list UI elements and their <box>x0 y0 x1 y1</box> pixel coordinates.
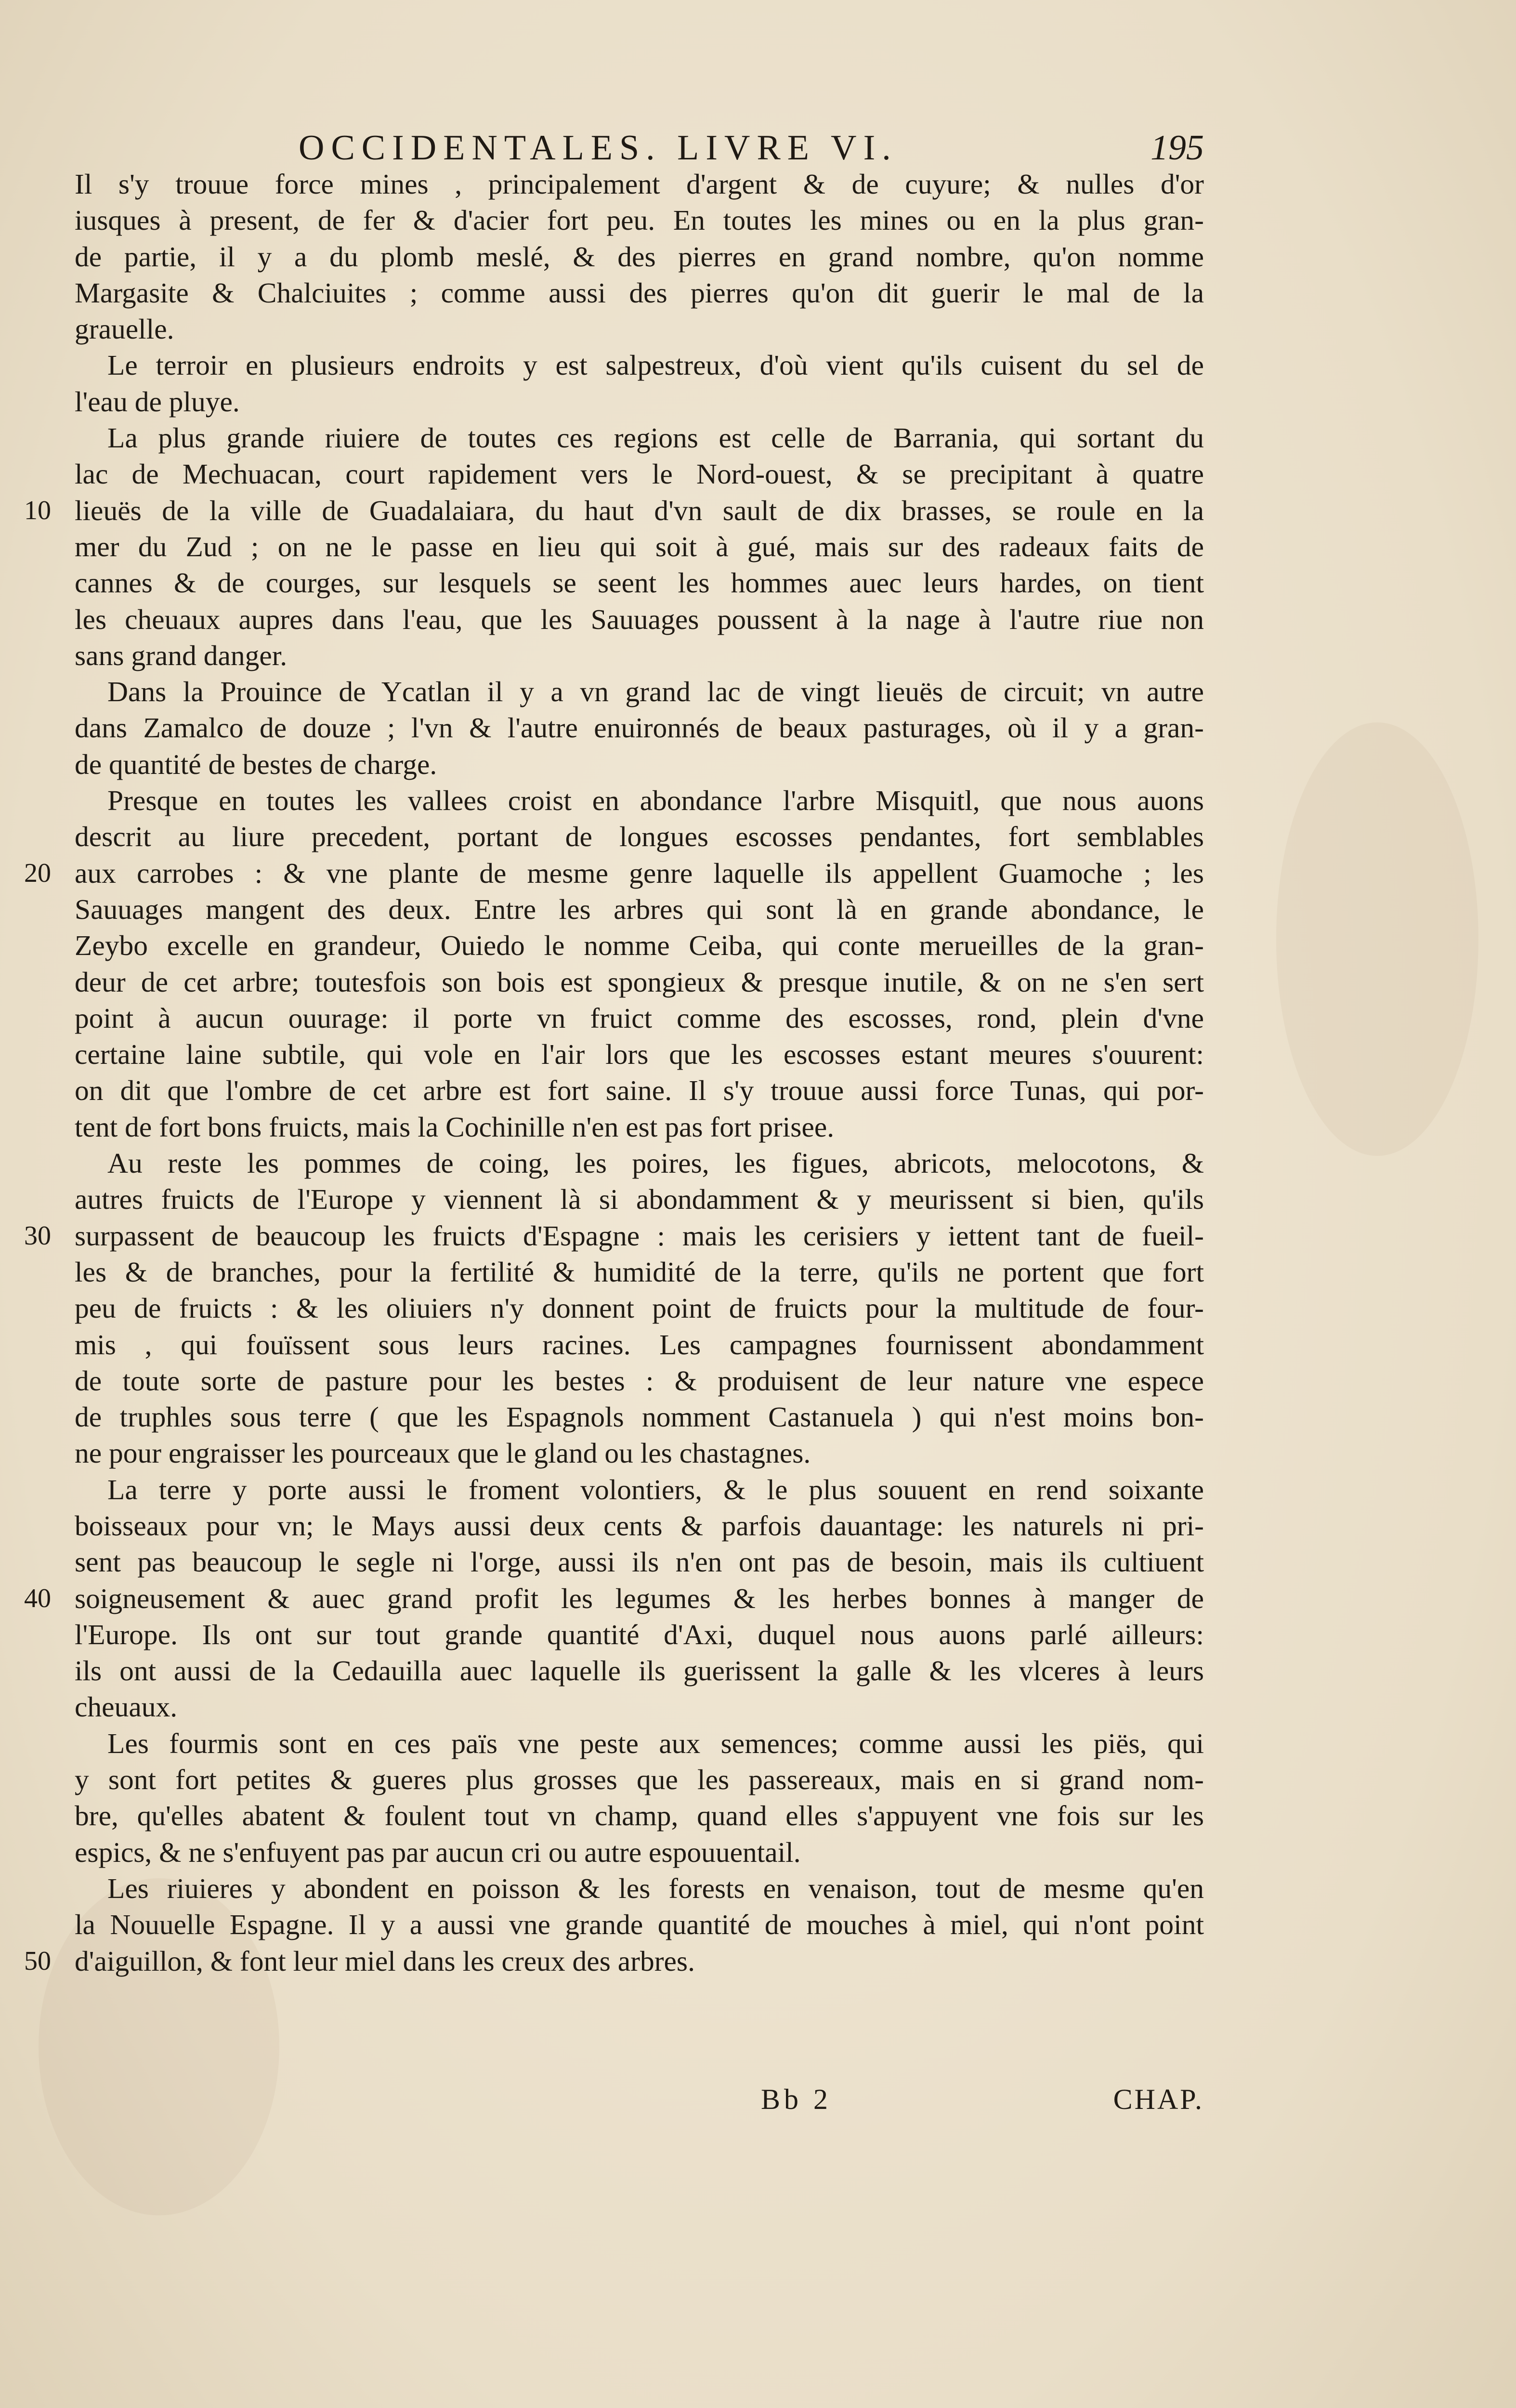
text-line-content: l'eau de pluye. <box>75 385 240 418</box>
line-number: 50 <box>24 1946 51 1976</box>
text-line-content: point à aucun ouurage: il porte vn fruict comme des escosses, rond, plein d'vne <box>75 1002 1204 1034</box>
text-line-content: de quantité de bestes de charge. <box>75 748 437 780</box>
text-line-content: Les fourmis sont en ces païs vne peste aux semences; comme aussi les piës, qui <box>107 1727 1204 1759</box>
text-line <box>75 1762 1204 1798</box>
text-line <box>75 1399 1204 1435</box>
text-line <box>75 239 1204 275</box>
text-line <box>75 1472 1204 1508</box>
text-line-content: les cheuaux aupres dans l'eau, que les Sauuages poussent à la nage à l'autre riue non <box>75 603 1204 635</box>
text-line-content: dans Zamalco de douze ; l'vn & l'autre enuironnés de beaux pasturages, où il y a gran- <box>75 712 1204 744</box>
text-line <box>24 1218 1204 1254</box>
text-line-content: espics, & ne s'enfuyent pas par aucun cri ou autre espouuentail. <box>75 1836 801 1868</box>
text-line <box>75 529 1204 565</box>
text-line-content: cannes & de courges, sur lesquels se seent les hommes auec leurs hardes, on tient <box>75 567 1204 599</box>
running-title: OCCIDENTALES. LIVRE VI. <box>299 128 898 168</box>
text-line-content: iusques à present, de fer & d'acier fort peu. En toutes les mines ou en la plus gran- <box>75 204 1204 236</box>
text-line-content: sans grand danger. <box>75 639 288 671</box>
text-line <box>75 1689 1204 1725</box>
body-text <box>24 166 1204 1979</box>
signature-mark: Bb 2 <box>761 2083 832 2115</box>
line-number: 40 <box>24 1583 51 1613</box>
text-line <box>75 1508 1204 1544</box>
text-line <box>75 1036 1204 1073</box>
text-line <box>75 710 1204 746</box>
paper-stain <box>1276 722 1478 1156</box>
paragraph <box>24 420 1204 674</box>
text-line-content: La plus grande riuiere de toutes ces regions est celle de Barrania, qui sortant du <box>107 422 1204 454</box>
text-line-content: Margasite & Chalciuites ; comme aussi des pierres qu'on dit guerir le mal de la <box>75 276 1204 309</box>
text-line <box>75 674 1204 710</box>
text-line <box>75 964 1204 1000</box>
text-line-content: Dans la Prouince de Ycatlan il y a vn grand lac de vingt lieuës de circuit; vn autre <box>107 676 1204 708</box>
text-line-content: mer du Zud ; on ne le passe en lieu qui soit à gué, mais sur des radeaux faits de <box>75 530 1204 563</box>
text-line-content: l'Europe. Ils ont sur tout grande quantité d'Axi, duquel nous auons parlé ailleurs: <box>75 1618 1204 1650</box>
text-line <box>75 420 1204 456</box>
text-line <box>75 638 1204 674</box>
text-line <box>75 819 1204 855</box>
text-line-content: Il s'y trouue force mines , principalement d'argent & de cuyure; & nulles d'or <box>75 168 1204 200</box>
text-line-content: grauelle. <box>75 313 174 345</box>
text-line <box>75 202 1204 238</box>
paragraph <box>24 1145 1204 1472</box>
text-line-content: bre, qu'elles abatent & foulent tout vn champ, quand elles s'appuyent vne fois sur les <box>75 1800 1204 1832</box>
text-line-content: la Nouuelle Espagne. Il y a aussi vne grande quantité de mouches à miel, qui n'ont point <box>75 1909 1204 1941</box>
text-line-content: sent pas beaucoup le segle ni l'orge, aussi ils n'en ont pas de besoin, mais ils cultiuent <box>75 1546 1204 1578</box>
text-line <box>75 456 1204 492</box>
catchword: CHAP. <box>1113 2083 1204 2115</box>
text-line-content: Au reste les pommes de coing, les poires, les figues, abricots, melocotons, & <box>107 1147 1204 1179</box>
text-line <box>24 855 1204 891</box>
text-line-content: on dit que l'ombre de cet arbre est fort saine. Il s'y trouue aussi force Tunas, qui por- <box>75 1074 1204 1107</box>
text-line <box>75 891 1204 928</box>
text-line-content: soigneusement & auec grand profit les legumes & les herbes bonnes à manger de <box>75 1582 1204 1614</box>
text-line-content: de toute sorte de pasture pour les bestes : & produisent de leur nature vne espece <box>75 1364 1204 1397</box>
paragraph <box>75 1726 1204 1871</box>
text-line <box>75 1653 1204 1689</box>
text-line-content: mis , qui fouïssent sous leurs racines. Les campagnes fournissent abondamment <box>75 1328 1204 1361</box>
text-line <box>24 1943 1204 1979</box>
text-line-content: cheuaux. <box>75 1691 178 1723</box>
line-number: 30 <box>24 1220 51 1251</box>
paragraph <box>75 674 1204 783</box>
paragraph <box>24 783 1204 1145</box>
text-line <box>75 1000 1204 1036</box>
paragraph <box>24 1871 1204 1979</box>
text-line <box>75 1327 1204 1363</box>
text-line-content: d'aiguillon, & font leur miel dans les creux des arbres. <box>75 1945 695 1977</box>
text-line <box>75 928 1204 964</box>
text-line-content: Sauuages mangent des deux. Entre les arbres qui sont là en grande abondance, le <box>75 893 1204 925</box>
text-line-content: y sont fort petites & gueres plus grosses que les passereaux, mais en si grand nom- <box>75 1764 1204 1796</box>
text-line <box>75 1254 1204 1290</box>
text-line-content: certaine laine subtile, qui vole en l'air lors que les escosses estant meures s'ouurent: <box>75 1038 1204 1071</box>
text-line-content: de partie, il y a du plomb meslé, & des pierres en grand nombre, qu'on nomme <box>75 240 1204 273</box>
text-line-content: La terre y porte aussi le froment volontiers, & le plus souuent en rend soixante <box>107 1473 1204 1505</box>
text-line-content: autres fruicts de l'Europe y viennent là si abondamment & y meurissent si bien, qu'ils <box>75 1183 1204 1216</box>
text-line <box>75 1145 1204 1181</box>
running-head <box>299 126 1204 170</box>
text-line <box>75 1181 1204 1217</box>
paragraph <box>75 347 1204 420</box>
text-line <box>75 783 1204 819</box>
text-line-content: Presque en toutes les vallees croist en abondance l'arbre Misquitl, que nous auons <box>107 785 1204 817</box>
page-number: 195 <box>1150 128 1204 168</box>
text-line-content: Les riuieres y abondent en poisson & les forests en venaison, tout de mesme qu'en <box>107 1872 1204 1904</box>
text-line <box>75 1544 1204 1580</box>
text-line <box>75 1834 1204 1871</box>
text-line <box>75 311 1204 347</box>
text-line <box>24 493 1204 529</box>
text-line-content: ne pour engraisser les pourceaux que le gland ou les chastagnes. <box>75 1437 811 1469</box>
text-line <box>75 275 1204 311</box>
text-line-content: aux carrobes : & vne plante de mesme genre laquelle ils appellent Guamoche ; les <box>75 857 1204 889</box>
page-footer <box>299 2083 1204 2121</box>
text-line <box>75 1798 1204 1834</box>
paragraph <box>24 1472 1204 1726</box>
text-line <box>75 166 1204 202</box>
text-line <box>75 1363 1204 1399</box>
line-number: 20 <box>24 858 51 888</box>
text-line <box>75 1435 1204 1471</box>
text-line <box>75 1907 1204 1943</box>
text-line-content: tent de fort bons fruicts, mais la Cochinille n'en est pas fort prisee. <box>75 1111 835 1143</box>
text-line <box>75 746 1204 783</box>
text-line-content: deur de cet arbre; toutesfois son bois est spongieux & presque inutile, & on ne s'en sert <box>75 966 1204 998</box>
text-line <box>75 1871 1204 1907</box>
text-line-content: descrit au liure precedent, portant de longues escosses pendantes, fort semblables <box>75 821 1204 853</box>
paragraph <box>75 166 1204 347</box>
text-line-content: Le terroir en plusieurs endroits y est salpestreux, d'où vient qu'ils cuisent du sel de <box>107 349 1204 381</box>
text-line <box>75 1617 1204 1653</box>
text-line-content: boisseaux pour vn; le Mays aussi deux cents & parfois dauantage: les naturels ni pri- <box>75 1509 1204 1542</box>
text-line <box>75 1073 1204 1109</box>
text-line <box>75 1726 1204 1762</box>
text-line-content: ils ont aussi de la Cedauilla auec laquelle ils guerissent la galle & les vlceres à leurs <box>75 1655 1204 1687</box>
text-line-content: les & de branches, pour la fertilité & humidité de la terre, qu'ils ne portent que fort <box>75 1256 1204 1288</box>
text-line-content: lieuës de la ville de Guadalaiara, du haut d'vn sault de dix brasses, se roule en la <box>75 494 1204 526</box>
text-line <box>75 565 1204 601</box>
text-line-content: peu de fruicts : & les oliuiers n'y donnent point de fruicts pour la multitude de four- <box>75 1292 1204 1324</box>
text-line-content: Zeybo excelle en grandeur, Ouiedo le nomme Ceiba, qui conte merueilles de la gran- <box>75 929 1204 962</box>
text-line-content: de truphles sous terre ( que les Espagnols nomment Castanuela ) qui n'est moins bon- <box>75 1401 1204 1433</box>
text-line <box>75 1290 1204 1326</box>
text-line <box>75 384 1204 420</box>
text-line-content: surpassent de beaucoup les fruicts d'Espagne : mais les cerisiers y iettent tant de fueil- <box>75 1219 1204 1252</box>
text-line-content: lac de Mechuacan, court rapidement vers le Nord-ouest, & se precipitant à quatre <box>75 458 1204 490</box>
text-line <box>24 1581 1204 1617</box>
line-number: 10 <box>24 495 51 525</box>
text-line <box>75 602 1204 638</box>
text-line <box>75 1109 1204 1145</box>
text-line <box>75 347 1204 383</box>
